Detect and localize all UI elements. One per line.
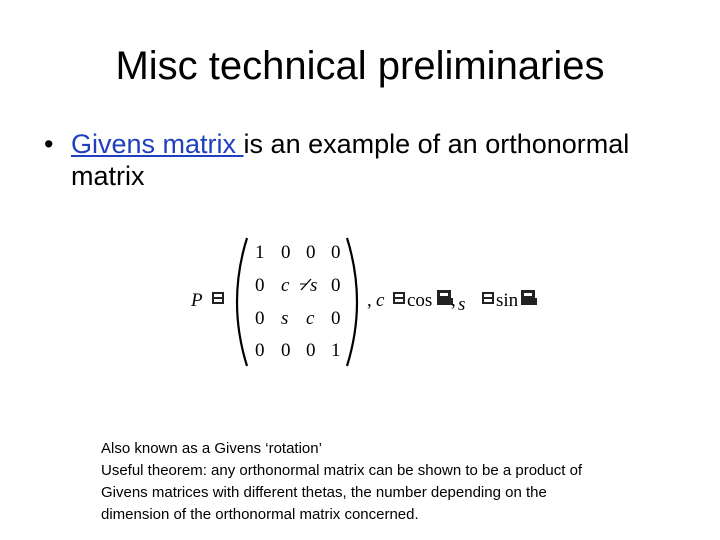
note-line: Givens matrices with different thetas, the number depending on the: [101, 484, 547, 501]
givens-matrix-link[interactable]: Givens matrix: [71, 129, 244, 159]
def-cos: cos: [407, 290, 433, 311]
equation-lhs: P: [191, 290, 203, 311]
bullet-marker: •: [44, 129, 54, 159]
givens-matrix-equation: [185, 232, 555, 372]
def-sin: sin: [496, 290, 519, 311]
note-line: dimension of the orthonormal matrix concerned.: [101, 506, 419, 523]
matrix-cell: c: [306, 308, 315, 329]
matrix-cell: 1: [255, 242, 265, 263]
matrix-cell: 0: [331, 308, 341, 329]
equation-figure: [185, 232, 555, 372]
matrix-cell: 0: [255, 275, 265, 296]
matrix-cell: 0: [281, 242, 291, 263]
matrix-cell: c: [281, 275, 290, 296]
matrix-cell: 0: [331, 242, 341, 263]
matrix-cell: 0: [331, 275, 341, 296]
matrix-cell-minus-s: s: [310, 275, 318, 296]
theta-glyph-icon: [521, 290, 537, 305]
matrix-cell: 0: [306, 340, 316, 361]
equals-glyph-icon: [393, 292, 405, 304]
right-parenthesis: [347, 238, 357, 366]
matrix-cell: s: [281, 308, 289, 329]
matrix-cell: 0: [255, 308, 265, 329]
def-comma: ,: [451, 290, 456, 311]
bullet-text: [71, 128, 681, 192]
equation-definitions: ,: [367, 290, 372, 311]
matrix-cell: 0: [306, 242, 316, 263]
slide-title: Misc technical preliminaries: [115, 44, 605, 88]
equals-glyph-icon: [482, 292, 494, 304]
matrix-cell: 1: [331, 340, 341, 361]
matrix-cell: 0: [281, 340, 291, 361]
matrix-cell: 0: [255, 340, 265, 361]
note-line: Also known as a Givens ‘rotation’: [101, 440, 322, 457]
notes-block: [101, 438, 701, 526]
bullet-rest-text: is an example of an orthonormal matrix: [71, 129, 630, 191]
left-parenthesis: [237, 238, 247, 366]
note-line: Useful theorem: any orthonormal matrix can be shown to be a product of: [101, 462, 583, 479]
equals-glyph-icon: [212, 292, 224, 304]
def-c: c: [376, 290, 385, 311]
def-s: s: [458, 294, 466, 315]
